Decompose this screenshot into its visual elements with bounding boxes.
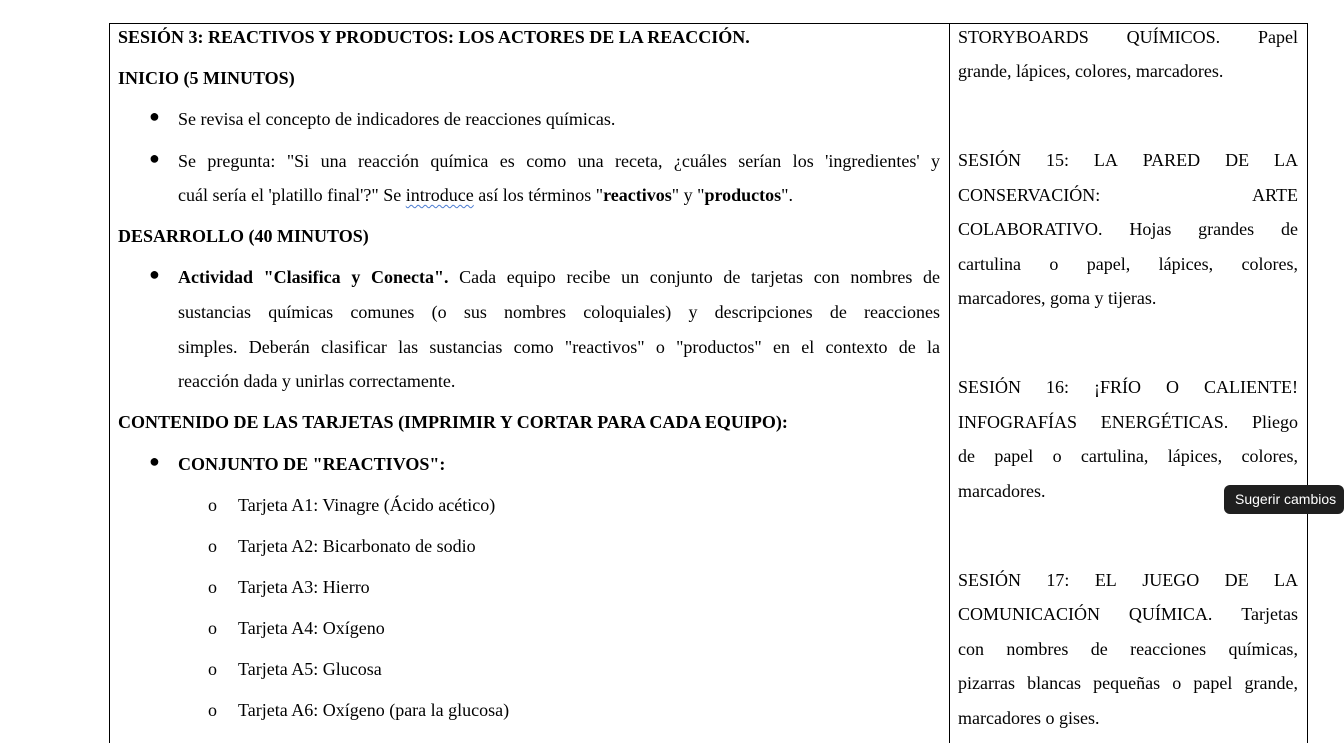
card-item: Tarjeta A1: Vinagre (Ácido acético) — [238, 495, 496, 515]
spellcheck-word[interactable]: introduce — [405, 185, 474, 205]
card-item: Tarjeta A2: Bicarbonato de sodio — [238, 536, 476, 556]
conjunto-heading: CONJUNTO DE "REACTIVOS": — [178, 454, 446, 474]
bullet-icon: ● — [149, 106, 160, 126]
inicio-bullet-1: Se revisa el concepto de indicadores de reacciones químicas. — [178, 109, 616, 129]
contenido-heading: CONTENIDO DE LAS TARJETAS (IMPRIMIR Y CORTAR PARA CADA EQUIPO): — [118, 412, 788, 432]
s15-line-3: COLABORATIVO. Hojas grandes de — [958, 219, 1298, 239]
card-item: Tarjeta A3: Hierro — [238, 577, 370, 597]
sub-bullet-icon: o — [208, 659, 217, 679]
bullet-icon: ● — [149, 451, 160, 471]
s15-line-5: marcadores, goma y tijeras. — [958, 288, 1157, 308]
bullet-icon: ● — [149, 264, 160, 284]
s16-line-4: marcadores. — [958, 481, 1046, 501]
card-item: Tarjeta A4: Oxígeno — [238, 618, 385, 638]
inicio-bullet-2-line-1: Se pregunta: "Si una reacción química es como una receta, ¿cuáles serían los 'ingredientes' y — [178, 151, 940, 171]
inicio-heading: INICIO (5 MINUTOS) — [118, 68, 295, 88]
s17-line-5: marcadores o gises. — [958, 708, 1100, 728]
s16-line-2: INFOGRAFÍAS ENERGÉTICAS. Pliego — [958, 412, 1298, 432]
sub-bullet-icon: o — [208, 618, 217, 638]
suggest-changes-tooltip[interactable]: Sugerir cambios — [1224, 485, 1344, 514]
sub-bullet-icon: o — [208, 536, 217, 556]
column-divider — [949, 23, 950, 743]
s16-line-3: de papel o cartulina, lápices, colores, — [958, 446, 1298, 466]
card-item: Tarjeta A6: Oxígeno (para la glucosa) — [238, 700, 510, 720]
bullet-icon: ● — [149, 148, 160, 168]
activity-line-4: reacción dada y unirlas correctamente. — [178, 371, 456, 391]
s17-line-2: COMUNICACIÓN QUÍMICA. Tarjetas — [958, 604, 1298, 624]
s17-line-3: con nombres de reacciones químicas, — [958, 639, 1298, 659]
activity-line-2: sustancias químicas comunes (o sus nombres coloquiales) y descripciones de reacciones — [178, 302, 940, 322]
right-line-storyboards: STORYBOARDS QUÍMICOS. Papel — [958, 27, 1298, 47]
s15-line-4: cartulina o papel, lápices, colores, — [958, 254, 1298, 274]
desarrollo-heading: DESARROLLO (40 MINUTOS) — [118, 226, 369, 246]
card-item: Tarjeta A5: Glucosa — [238, 659, 382, 679]
inicio-bullet-2-line-2: cuál sería el 'platillo final'?" Se introduce así los términos "reactivos" y "productos". — [178, 185, 793, 205]
right-line-materials: grande, lápices, colores, marcadores. — [958, 61, 1224, 81]
sub-bullet-icon: o — [208, 700, 217, 720]
sub-bullet-icon: o — [208, 495, 217, 515]
sub-bullet-icon: o — [208, 577, 217, 597]
s17-line-1: SESIÓN 17: EL JUEGO DE LA — [958, 570, 1298, 590]
activity-line-1: Actividad "Clasifica y Conecta". Cada equipo recibe un conjunto de tarjetas con nombres de — [178, 267, 940, 287]
s15-line-1: SESIÓN 15: LA PARED DE LA — [958, 150, 1298, 170]
session-title: SESIÓN 3: REACTIVOS Y PRODUCTOS: LOS ACTORES DE LA REACCIÓN. — [118, 27, 750, 47]
activity-line-3: simples. Deberán clasificar las sustancias como "reactivos" o "productos" en el contexto de la — [178, 337, 940, 357]
s15-line-2: CONSERVACIÓN: ARTE — [958, 185, 1298, 205]
s16-line-1: SESIÓN 16: ¡FRÍO O CALIENTE! — [958, 377, 1298, 397]
s17-line-4: pizarras blancas pequeñas o papel grande, — [958, 673, 1298, 693]
